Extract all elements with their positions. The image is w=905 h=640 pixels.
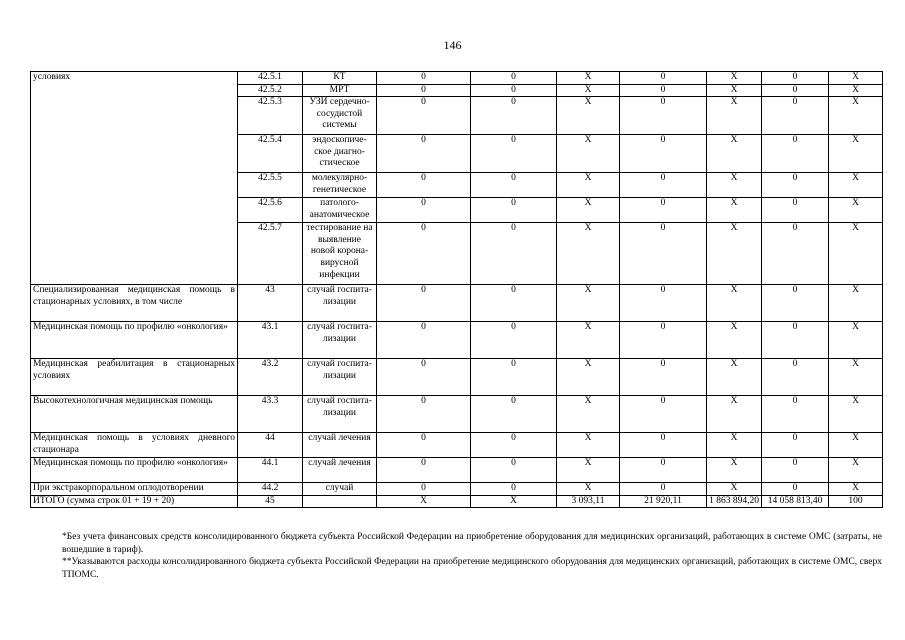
- row-code: 42.5.7: [238, 223, 303, 285]
- cell: 0: [762, 135, 829, 173]
- cell: 0: [762, 72, 829, 85]
- row-unit: патолого-анатомическое: [303, 198, 377, 223]
- row-code: 42.5.3: [238, 97, 303, 135]
- cell: 0: [377, 285, 471, 322]
- cell: 0: [471, 396, 557, 433]
- cell: X: [707, 223, 762, 285]
- table-row: [31, 285, 883, 322]
- cell: 0: [377, 458, 471, 483]
- cell: 0: [471, 433, 557, 458]
- row-unit: эндоскопиче-ское диагно-стическое: [303, 135, 377, 173]
- row-label: Медицинская помощь по профилю «онкология»: [31, 458, 238, 483]
- cell: 0: [471, 173, 557, 198]
- cell: X: [707, 198, 762, 223]
- cell: 0: [762, 173, 829, 198]
- cell: X: [707, 84, 762, 97]
- row-label: Медицинская помощь в условиях дневного стационара: [31, 433, 238, 458]
- cell: 0: [620, 72, 707, 85]
- cell: 0: [471, 223, 557, 285]
- row-unit: случай госпита-лизации: [303, 396, 377, 433]
- cell: 0: [471, 359, 557, 396]
- row-code: 42.5.1: [238, 72, 303, 85]
- cell: 0: [620, 173, 707, 198]
- row-code: 44.1: [238, 458, 303, 483]
- cell: X: [707, 135, 762, 173]
- row-unit: [303, 495, 377, 508]
- row-code: 42.5.2: [238, 84, 303, 97]
- cell: X: [557, 285, 620, 322]
- cell: X: [557, 223, 620, 285]
- cell: 0: [377, 84, 471, 97]
- footnote-2: **Указываются расходы консолидированного бюджета субъекта Российской Федерации на приобретение медицинского оборудования для медицинских организаций, работающих в системе ОМС, сверх ТПОМС.: [62, 557, 882, 580]
- row-unit: МРТ: [303, 84, 377, 97]
- cell: 0: [762, 97, 829, 135]
- cell: X: [557, 483, 620, 496]
- row-label: Медицинская помощь по профилю «онкология»: [31, 322, 238, 359]
- row-label: ИТОГО (сумма строк 01 + 19 + 20): [31, 495, 238, 508]
- cell: X: [707, 458, 762, 483]
- cell: 0: [377, 433, 471, 458]
- cell: X: [829, 396, 883, 433]
- cell: 0: [471, 84, 557, 97]
- row-unit: случай госпита-лизации: [303, 322, 377, 359]
- cell: X: [829, 223, 883, 285]
- cell: 21 920,11: [620, 495, 707, 508]
- cell: 0: [620, 458, 707, 483]
- cell: 0: [762, 322, 829, 359]
- cell: X: [707, 396, 762, 433]
- cell: X: [707, 72, 762, 85]
- cell: 0: [471, 322, 557, 359]
- row-unit: молекулярно-генетическое: [303, 173, 377, 198]
- row-code: 42.5.5: [238, 173, 303, 198]
- table-row-total: [31, 495, 883, 508]
- cell: X: [707, 97, 762, 135]
- cell: X: [707, 483, 762, 496]
- cell: X: [557, 322, 620, 359]
- cell: 100: [829, 495, 883, 508]
- cell: 1 863 894,20: [707, 495, 762, 508]
- cell: X: [557, 433, 620, 458]
- cell: 0: [377, 198, 471, 223]
- row-code: 44.2: [238, 483, 303, 496]
- cell: X: [829, 433, 883, 458]
- row-code: 45: [238, 495, 303, 508]
- cell: X: [557, 458, 620, 483]
- page-number: 146: [443, 38, 462, 52]
- row-unit: УЗИ сердечно-сосудистой системы: [303, 97, 377, 135]
- cell: 0: [377, 483, 471, 496]
- cell: X: [557, 72, 620, 85]
- row-code: 43.3: [238, 396, 303, 433]
- cell: 0: [377, 359, 471, 396]
- row-code: 43: [238, 285, 303, 322]
- cell: X: [557, 84, 620, 97]
- cell: X: [557, 173, 620, 198]
- row-unit: случай госпита-лизации: [303, 285, 377, 322]
- row-label: Медицинская реабилитация в стационарных условиях: [31, 359, 238, 396]
- table-row: [31, 433, 883, 458]
- cell: X: [829, 285, 883, 322]
- cell: X: [829, 198, 883, 223]
- cell: 0: [377, 72, 471, 85]
- footnote-1: *Без учета финансовых средств консолидированного бюджета субъекта Российской Федерации на приобретение оборудования для медицинских организаций, работающих в системе ОМС (затраты, не вошедшие в тариф).: [62, 532, 882, 555]
- row-unit: КТ: [303, 72, 377, 85]
- cell: 0: [471, 458, 557, 483]
- cell: 0: [762, 359, 829, 396]
- cell: X: [707, 285, 762, 322]
- cell: 0: [377, 396, 471, 433]
- row-code: 42.5.4: [238, 135, 303, 173]
- footnotes: [62, 531, 882, 581]
- cell: X: [829, 135, 883, 173]
- row-label: Высокотехнологичная медицинская помощь: [31, 396, 238, 433]
- cell: 0: [620, 84, 707, 97]
- table-row: [31, 322, 883, 359]
- cell: X: [829, 173, 883, 198]
- row-label: При экстракорпоральном оплодотворении: [31, 483, 238, 496]
- cell: X: [377, 495, 471, 508]
- cell: X: [557, 135, 620, 173]
- data-table: [30, 71, 883, 508]
- row-unit: случай лечения: [303, 458, 377, 483]
- cell: 0: [471, 198, 557, 223]
- cell: 0: [377, 135, 471, 173]
- table-row: [31, 483, 883, 496]
- cell: X: [829, 458, 883, 483]
- row-label: Специализированная медицинская помощь в стационарных условиях, в том числе: [31, 285, 238, 322]
- cell: 0: [377, 223, 471, 285]
- cell: 0: [620, 223, 707, 285]
- cell: X: [829, 97, 883, 135]
- cell: 0: [471, 285, 557, 322]
- cell: 0: [620, 135, 707, 173]
- cell: 0: [620, 396, 707, 433]
- cell: X: [557, 97, 620, 135]
- cell: X: [557, 359, 620, 396]
- cell: 0: [762, 223, 829, 285]
- cell: 0: [620, 433, 707, 458]
- table-row: [31, 72, 883, 85]
- cell: 0: [620, 285, 707, 322]
- cell: 0: [762, 458, 829, 483]
- cell: 0: [620, 359, 707, 396]
- row-code: 44: [238, 433, 303, 458]
- table-row: [31, 359, 883, 396]
- cell: 0: [762, 433, 829, 458]
- row-unit: случай госпита-лизации: [303, 359, 377, 396]
- row-unit: тестирование на выявление новой корона-вирусной инфекции: [303, 223, 377, 285]
- cell: 0: [620, 483, 707, 496]
- table-row: [31, 458, 883, 483]
- cell: 14 058 813,40: [762, 495, 829, 508]
- cell: 0: [620, 97, 707, 135]
- cell: X: [829, 322, 883, 359]
- row-unit: случай лечения: [303, 433, 377, 458]
- cell: 0: [471, 97, 557, 135]
- cell: X: [557, 396, 620, 433]
- row-label: условиях: [31, 72, 238, 285]
- cell: 0: [471, 135, 557, 173]
- cell: 0: [377, 322, 471, 359]
- table-row: [31, 396, 883, 433]
- cell: X: [557, 198, 620, 223]
- cell: 0: [762, 198, 829, 223]
- cell: 0: [377, 97, 471, 135]
- cell: X: [707, 359, 762, 396]
- cell: X: [707, 433, 762, 458]
- cell: 0: [471, 483, 557, 496]
- cell: X: [829, 72, 883, 85]
- cell: X: [829, 84, 883, 97]
- row-code: 43.2: [238, 359, 303, 396]
- cell: 0: [471, 72, 557, 85]
- cell: X: [829, 359, 883, 396]
- cell: 0: [620, 198, 707, 223]
- cell: 0: [762, 483, 829, 496]
- cell: X: [829, 483, 883, 496]
- cell: 0: [762, 285, 829, 322]
- cell: 0: [762, 396, 829, 433]
- cell: 0: [620, 322, 707, 359]
- cell: X: [707, 173, 762, 198]
- cell: 0: [762, 84, 829, 97]
- cell: X: [471, 495, 557, 508]
- cell: 0: [377, 173, 471, 198]
- cell: X: [707, 322, 762, 359]
- row-code: 43.1: [238, 322, 303, 359]
- cell: 3 093,11: [557, 495, 620, 508]
- row-unit: случай: [303, 483, 377, 496]
- row-code: 42.5.6: [238, 198, 303, 223]
